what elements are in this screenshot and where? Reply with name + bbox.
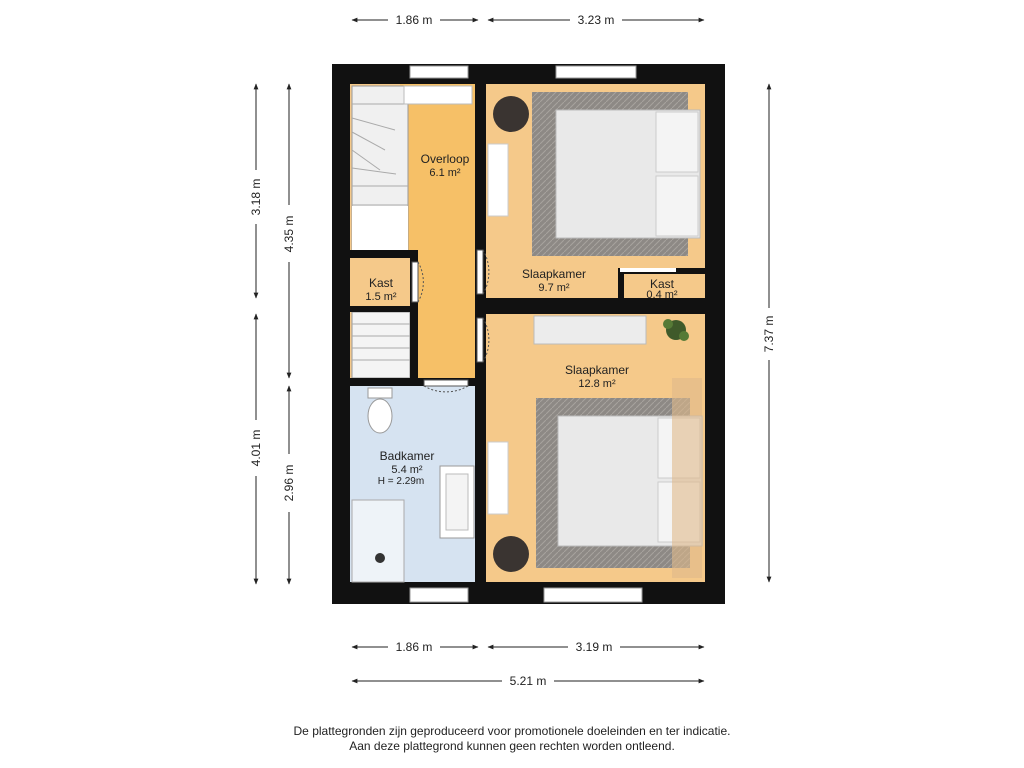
room-name-overloop: Overloop — [420, 152, 470, 166]
room-name-kast-right: Kast — [649, 277, 675, 291]
dim-top-right: 3.23 m — [577, 13, 615, 27]
chair-bottom — [493, 536, 529, 572]
dim-right-total: 7.37 m — [762, 315, 776, 353]
wall-bedrooms — [486, 298, 725, 314]
side-table — [672, 378, 702, 578]
dim-left-inner-bottom: 2.96 m — [282, 464, 296, 502]
toilet-icon — [368, 388, 392, 433]
hall-cabinet — [404, 86, 472, 104]
room-area-slaapkamer-bottom: 12.8 m² — [578, 378, 616, 390]
wall-kast-bottom — [350, 306, 418, 312]
room-area-overloop: 6.1 m² — [429, 167, 461, 179]
disclaimer-line-2: Aan deze plattegrond kunnen geen rechten worden ontleend. — [349, 739, 675, 753]
shower — [352, 500, 404, 582]
dim-left-inner-top: 4.35 m — [282, 215, 296, 253]
room-area-kast-left: 1.5 m² — [365, 291, 397, 303]
wall-kast-top — [350, 250, 418, 258]
room-area-kast-right: 0.4 m² — [646, 289, 678, 301]
chair-top — [493, 96, 529, 132]
desk-top — [488, 144, 508, 216]
dim-bottom-total: 5.21 m — [509, 674, 547, 688]
stairs-upper — [352, 86, 408, 250]
room-name-slaapkamer-bottom: Slaapkamer — [564, 363, 630, 377]
room-name-kast-left: Kast — [368, 276, 394, 290]
disclaimer-line-1: De plattegronden zijn geproduceerd voor promotionele doeleinden en ter indicatie. — [293, 724, 731, 738]
dim-left-outer-bottom: 4.01 m — [249, 429, 263, 467]
drain-icon — [375, 553, 385, 563]
desk-bottom — [488, 442, 508, 514]
room-area-badkamer: 5.4 m² — [391, 464, 423, 476]
dim-bottom-left: 1.86 m — [395, 640, 433, 654]
disclaimer — [0, 724, 1024, 754]
dim-top-left: 1.86 m — [395, 13, 433, 27]
bed-top — [532, 92, 700, 256]
dim-bottom-right: 3.19 m — [575, 640, 613, 654]
dim-left-outer-top: 3.18 m — [249, 178, 263, 216]
room-height-badkamer: H = 2.29m — [377, 476, 425, 487]
stairs-lower — [352, 312, 410, 378]
room-name-slaapkamer-top: Slaapkamer — [521, 267, 587, 281]
room-area-slaapkamer-top: 9.7 m² — [538, 282, 570, 294]
wardrobe — [534, 316, 646, 344]
room-name-badkamer: Badkamer — [379, 449, 435, 463]
